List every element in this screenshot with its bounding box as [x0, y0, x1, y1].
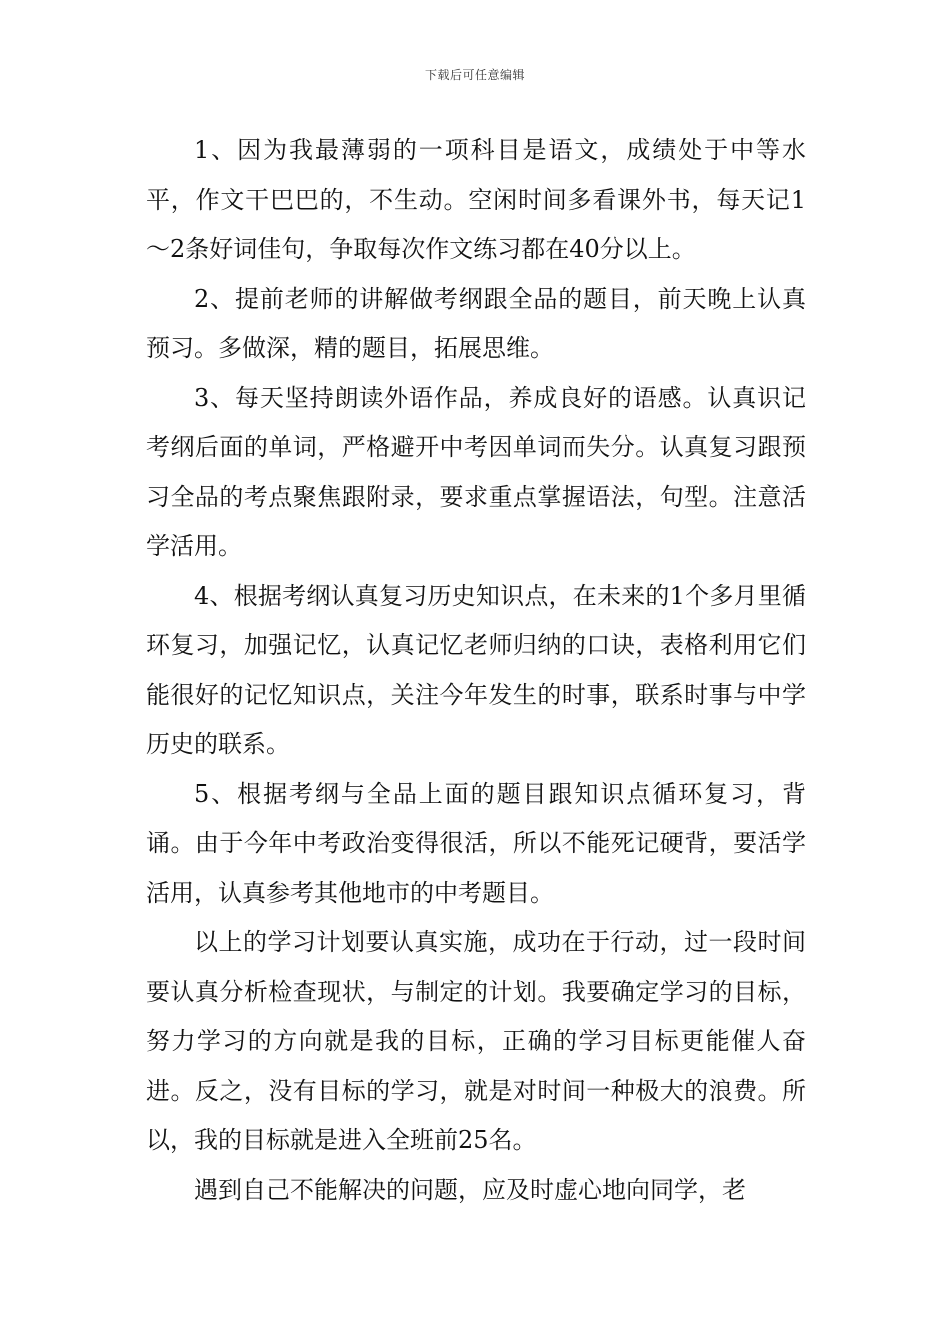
paragraph-3: 3、每天坚持朗读外语作品，养成良好的语感。认真识记考纲后面的单词，严格避开中考因单词而失分。认真复习跟预习全品的考点聚焦跟附录，要求重点掌握语法，句型。注意活学活用。 [146, 383, 806, 560]
document-body [146, 126, 806, 1215]
paragraph-7: 遇到自己不能解决的问题，应及时虚心地向同学，老 [194, 1175, 746, 1204]
paragraph-6: 以上的学习计划要认真实施，成功在于行动，过一段时间要认真分析检查现状，与制定的计划。我要确定学习的目标，努力学习的方向就是我的目标，正确的学习目标更能催人奋进。反之，没有目标的学习，就是对时间一种极大的浪费。所以，我的目标就是进入全班前25名。 [146, 928, 806, 1154]
paragraph-1: 1、因为我最薄弱的一项科目是语文，成绩处于中等水平，作文干巴巴的，不生动。空闲时间多看课外书，每天记1～2条好词佳句，争取每次作文练习都在40分以上。 [146, 136, 806, 263]
paragraph-4: 4、根据考纲认真复习历史知识点，在未来的1个多月里循环复习，加强记忆，认真记忆老师归纳的口诀，表格利用它们能很好的记忆知识点，关注今年发生的时事，联系时事与中学历史的联系。 [146, 581, 806, 758]
page-header: 下载后可任意编辑 [424, 68, 525, 82]
paragraph-5: 5、根据考纲与全品上面的题目跟知识点循环复习，背诵。由于今年中考政治变得很活，所以不能死记硬背，要活学活用，认真参考其他地市的中考题目。 [146, 779, 806, 907]
paragraph-2: 2、提前老师的讲解做考纲跟全品的题目，前天晚上认真预习。多做深，精的题目，拓展思维。 [146, 284, 806, 362]
